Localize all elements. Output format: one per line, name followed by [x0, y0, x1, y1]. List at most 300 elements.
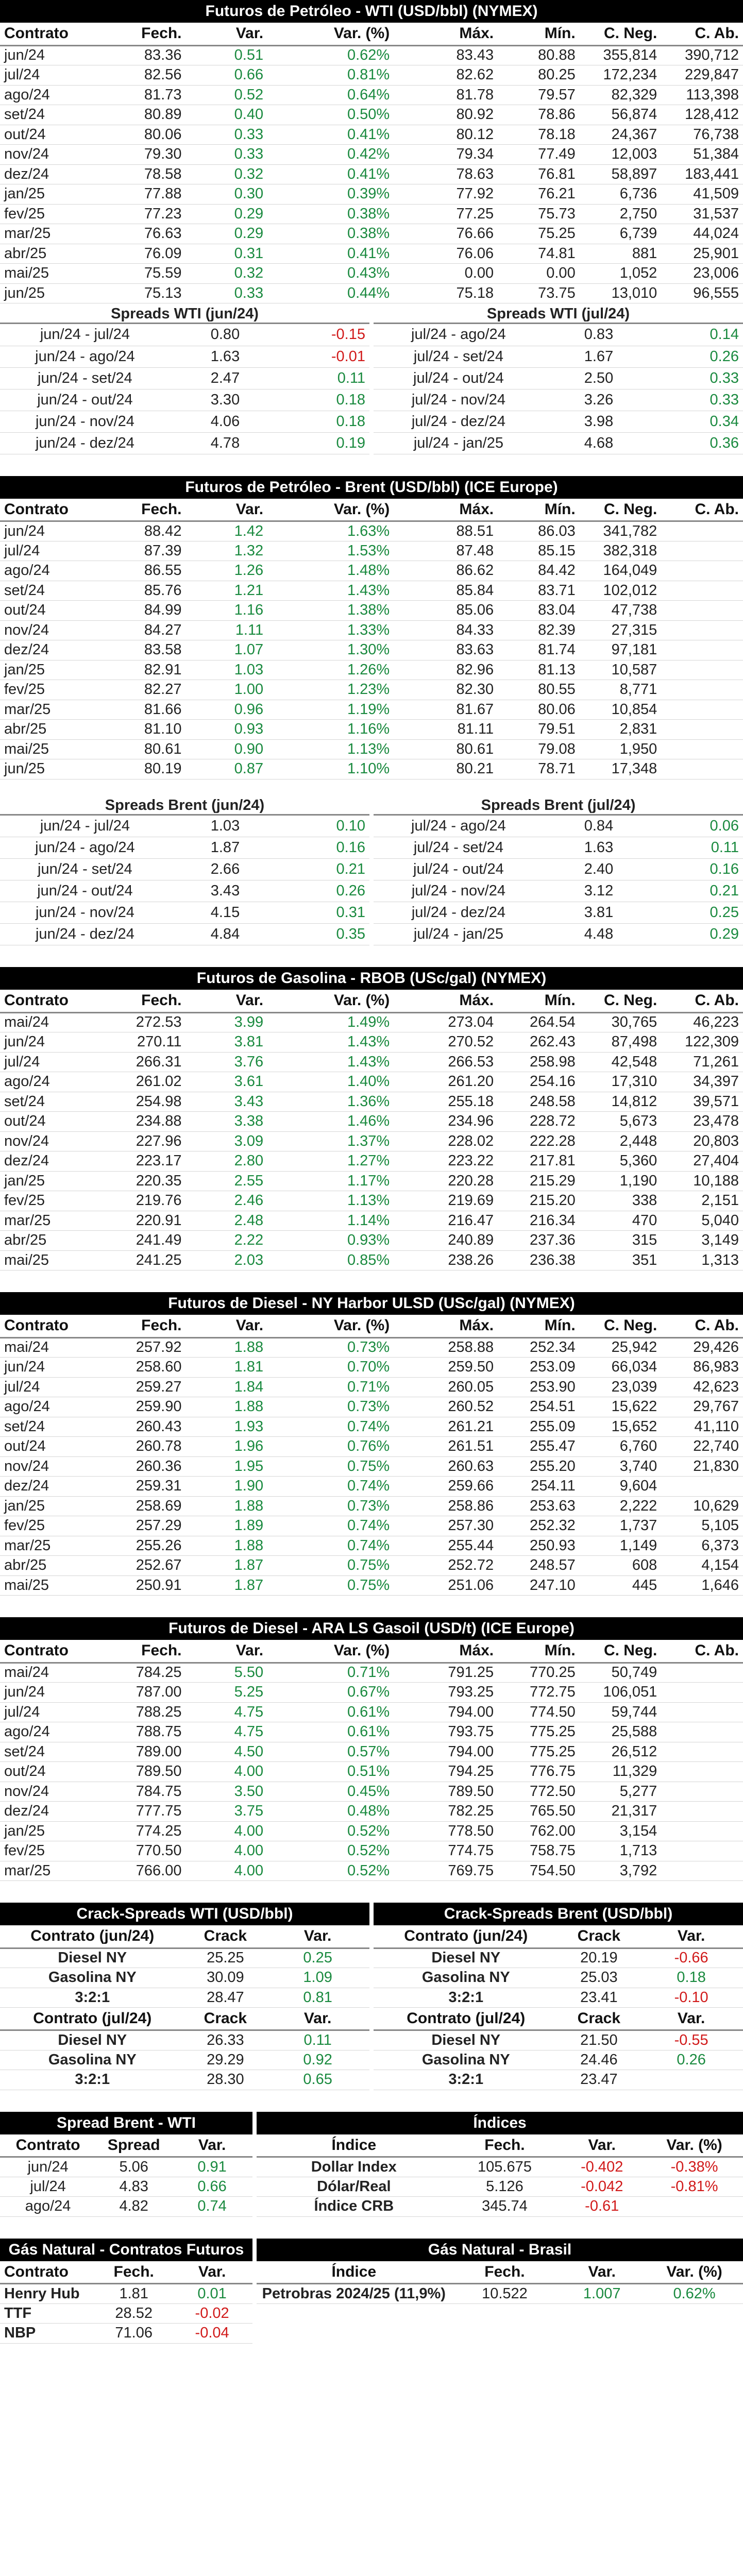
cell-value: 1.13%: [267, 739, 394, 759]
table-row: [0, 164, 743, 184]
cell-value: 25,942: [580, 1337, 662, 1358]
cell-value: 769.75: [394, 1861, 498, 1881]
row-label: jul/24 - dez/24: [374, 902, 544, 924]
cell-value: 355,814: [580, 45, 662, 65]
table-row: [0, 1151, 743, 1172]
rbob-header-row: [0, 990, 743, 1012]
col-var-pct: Var. (%): [267, 23, 394, 45]
cell-value: 0.51%: [267, 1762, 394, 1782]
cell-value: 9,604: [580, 1477, 662, 1497]
table-row: [0, 1782, 743, 1802]
table-row: [0, 2284, 252, 2304]
diesel-ara-header-row: [0, 1640, 743, 1663]
cell-value: 76.66: [394, 224, 498, 244]
row-label: mar/25: [0, 1536, 104, 1556]
cell-value: 0.74%: [267, 1417, 394, 1437]
cell-value: 78.63: [394, 164, 498, 184]
cell-value: 3.99: [185, 1012, 267, 1032]
table-row: [0, 224, 743, 244]
cell-value: 1.96: [185, 1437, 267, 1457]
cell-value: 253.90: [498, 1377, 580, 1397]
row-label: fev/25: [0, 204, 104, 224]
col-cneg: C. Neg.: [580, 1315, 662, 1337]
table-row: [0, 700, 743, 720]
cell-value: 252.34: [498, 1337, 580, 1358]
cell-value: 0.33: [617, 389, 743, 411]
row-label: out/24: [0, 125, 104, 145]
cell-value: 80.25: [498, 65, 580, 86]
cell-value: 26.33: [185, 2030, 266, 2050]
cell-value: 772.50: [498, 1782, 580, 1802]
row-label: out/24: [0, 1112, 104, 1132]
table-row: [374, 880, 743, 902]
col-cab: C. Ab.: [661, 1315, 743, 1337]
row-label: jun/24 - ago/24: [0, 346, 170, 367]
row-label: abr/25: [0, 720, 104, 740]
cell-value: 257.30: [394, 1516, 498, 1536]
cell-value: [661, 1861, 743, 1881]
indices-title: Índices: [257, 2112, 743, 2134]
cell-value: 2,151: [661, 1191, 743, 1211]
cell-value: 1.13%: [267, 1191, 394, 1211]
table-row: [257, 2157, 743, 2177]
row-label: nov/24: [0, 620, 104, 640]
cell-value: 17,348: [580, 759, 662, 779]
cell-value: 253.09: [498, 1358, 580, 1378]
table-row: [0, 2157, 252, 2177]
cell-value: 0.39%: [267, 184, 394, 205]
cell-value: 79.34: [394, 145, 498, 165]
cell-value: 0.11: [244, 367, 369, 389]
cell-value: 1.14%: [267, 1211, 394, 1231]
cell-value: 1.43%: [267, 1052, 394, 1072]
cell-value: 85.84: [394, 581, 498, 601]
cell-value: 3.09: [185, 1131, 267, 1151]
cell-value: 1.87: [170, 837, 244, 859]
table-row: [0, 1861, 743, 1881]
col-var: Var.: [185, 1640, 267, 1663]
row-label: jun/24 - nov/24: [0, 411, 170, 432]
cell-value: 255.18: [394, 1092, 498, 1112]
row-label: jul/24: [0, 2177, 96, 2197]
cell-value: 1.84: [185, 1377, 267, 1397]
cell-value: 1.40%: [267, 1072, 394, 1092]
cell-value: [661, 620, 743, 640]
table-row: [0, 1337, 743, 1358]
cell-value: 3.50: [185, 1782, 267, 1802]
col-contrato: Contrato (jun/24): [0, 1925, 185, 1948]
cell-value: 258.88: [394, 1337, 498, 1358]
cell-value: 23,006: [661, 264, 743, 284]
cell-value: 254.51: [498, 1397, 580, 1417]
cell-value: 1.48%: [267, 561, 394, 581]
table-row: [0, 1191, 743, 1211]
cell-value: 17,310: [580, 1072, 662, 1092]
col-fech: Fech.: [451, 2134, 559, 2157]
wti-body: [0, 45, 743, 303]
cell-value: 0.52%: [267, 1861, 394, 1881]
cell-value: 1.26%: [267, 660, 394, 680]
cell-value: 2.47: [170, 367, 244, 389]
row-label: jul/24 - out/24: [374, 367, 544, 389]
cell-value: 0.40: [185, 105, 267, 125]
col-cneg: C. Neg.: [580, 990, 662, 1012]
cell-value: 1.49%: [267, 1012, 394, 1032]
cell-value: 10,854: [580, 700, 662, 720]
cell-value: 234.88: [104, 1112, 186, 1132]
spread-bw-header: [0, 2134, 252, 2157]
diesel-ara-table: [0, 1640, 743, 1881]
table-row: [0, 1112, 743, 1132]
table-row: [0, 620, 743, 640]
cell-value: 470: [580, 1211, 662, 1231]
wti-section: [0, 0, 743, 454]
row-label: nov/24: [0, 145, 104, 165]
cell-value: 2.22: [185, 1231, 267, 1251]
cell-value: 272.53: [104, 1012, 186, 1032]
cell-value: 80.61: [394, 739, 498, 759]
cell-value: 220.91: [104, 1211, 186, 1231]
cell-value: 22,740: [661, 1437, 743, 1457]
cell-value: 0.45%: [267, 1782, 394, 1802]
cell-value: 0.66: [185, 65, 267, 86]
table-row: [0, 640, 743, 660]
table-row: [0, 1802, 743, 1822]
cell-value: 41,509: [661, 184, 743, 205]
col-var: Var.: [172, 2261, 252, 2284]
cell-value: 3.75: [185, 1802, 267, 1822]
cell-value: 81.78: [394, 85, 498, 105]
cell-value: [661, 640, 743, 660]
cell-value: 5,040: [661, 1211, 743, 1231]
col-crack: Crack: [185, 2008, 266, 2030]
cell-value: 66,034: [580, 1358, 662, 1378]
table-row: [0, 561, 743, 581]
cell-value: 21.50: [559, 2030, 640, 2050]
cell-value: 87.39: [104, 541, 186, 561]
cell-value: 1.89: [185, 1516, 267, 1536]
cell-value: 13,010: [580, 283, 662, 303]
row-label: ago/24: [0, 561, 104, 581]
cell-value: 1.43%: [267, 1032, 394, 1053]
cell-value: 0.52%: [267, 1821, 394, 1841]
gas-futuros-body: [0, 2284, 252, 2344]
table-row: [0, 660, 743, 680]
cell-value: 81.66: [104, 700, 186, 720]
cell-value: 0.29: [617, 924, 743, 945]
cell-value: 240.89: [394, 1231, 498, 1251]
cell-value: 5,360: [580, 1151, 662, 1172]
cell-value: 1.23%: [267, 680, 394, 700]
cell-value: 78.18: [498, 125, 580, 145]
cell-value: 83.43: [394, 45, 498, 65]
table-row: [0, 1948, 369, 1968]
cell-value: [661, 521, 743, 541]
row-label: ago/24: [0, 2197, 96, 2217]
cell-value: 82.62: [394, 65, 498, 86]
cell-value: 76.09: [104, 244, 186, 264]
cell-value: 260.05: [394, 1377, 498, 1397]
row-label: 3:2:1: [374, 1988, 559, 2008]
cell-value: 0.01: [172, 2284, 252, 2304]
diesel-ny-body: [0, 1337, 743, 1596]
cell-value: 215.20: [498, 1191, 580, 1211]
crack-wti-jul-header: [0, 2008, 369, 2030]
row-label: nov/24: [0, 1131, 104, 1151]
cell-value: 81.67: [394, 700, 498, 720]
cell-value: 0.18: [244, 411, 369, 432]
row-label: mai/25: [0, 739, 104, 759]
table-row: [0, 45, 743, 65]
cell-value: 56,874: [580, 105, 662, 125]
cell-value: 1.63: [544, 837, 617, 859]
cell-value: 248.57: [498, 1556, 580, 1576]
row-label: jun/24: [0, 2157, 96, 2177]
indices-header: [257, 2134, 743, 2157]
cell-value: 3.12: [544, 880, 617, 902]
row-label: dez/24: [0, 1802, 104, 1822]
cell-value: 754.50: [498, 1861, 580, 1881]
cell-value: 252.72: [394, 1556, 498, 1576]
crack-brent-title: Crack-Spreads Brent (USD/bbl): [374, 1903, 743, 1925]
spread-bw-title: Spread Brent - WTI: [0, 2112, 252, 2134]
cell-value: 105.675: [451, 2157, 559, 2177]
cell-value: 75.73: [498, 204, 580, 224]
cell-value: [661, 1477, 743, 1497]
col-contrato: Contrato (jun/24): [374, 1925, 559, 1948]
cell-value: 1,149: [580, 1536, 662, 1556]
cell-value: 338: [580, 1191, 662, 1211]
cell-value: 259.66: [394, 1477, 498, 1497]
row-label: mai/24: [0, 1012, 104, 1032]
table-row: [0, 1377, 743, 1397]
cell-value: 765.50: [498, 1802, 580, 1822]
cell-value: 0.70%: [267, 1358, 394, 1378]
cell-value: 3,792: [580, 1861, 662, 1881]
wti-spreads: [0, 303, 743, 454]
col-var: Var.: [172, 2134, 252, 2157]
table-row: [0, 2177, 252, 2197]
row-label: Gasolina NY: [374, 1968, 559, 1988]
cell-value: 30.09: [185, 1968, 266, 1988]
crack-brent-table: [374, 1925, 743, 2090]
table-row: [0, 1397, 743, 1417]
cell-value: [646, 2197, 743, 2217]
table-row: [0, 1092, 743, 1112]
cell-value: 87.48: [394, 541, 498, 561]
cell-value: 0.52%: [267, 1841, 394, 1861]
table-row: [0, 2030, 369, 2050]
crack-wti-jun-body: [0, 1948, 369, 2008]
row-label: dez/24: [0, 164, 104, 184]
brent-title: Futuros de Petróleo - Brent (USD/bbl) (ICE Europe): [0, 476, 743, 499]
rbob-title: Futuros de Gasolina - RBOB (USc/gal) (NYMEX): [0, 967, 743, 990]
cell-value: 220.28: [394, 1171, 498, 1191]
table-row: [374, 346, 743, 367]
table-row: [0, 367, 369, 389]
row-label: jun/24: [0, 1358, 104, 1378]
table-row: [0, 244, 743, 264]
cell-value: 23,039: [580, 1377, 662, 1397]
diesel-ny-section: [0, 1292, 743, 1596]
gas-brasil-body: [257, 2284, 743, 2304]
col-cab: C. Ab.: [661, 499, 743, 521]
cell-value: 80.55: [498, 680, 580, 700]
cell-value: 261.51: [394, 1437, 498, 1457]
cell-value: 445: [580, 1575, 662, 1596]
row-label: fev/25: [0, 680, 104, 700]
cell-value: 79.57: [498, 85, 580, 105]
col-min: Mín.: [498, 1315, 580, 1337]
row-label: jun/24 - nov/24: [0, 902, 170, 924]
cell-value: 252.32: [498, 1516, 580, 1536]
col-max: Máx.: [394, 499, 498, 521]
cell-value: 5,673: [580, 1112, 662, 1132]
row-label: Diesel NY: [0, 1948, 185, 1968]
table-row: [0, 2197, 252, 2217]
cell-value: 50,749: [580, 1663, 662, 1683]
cell-value: 259.27: [104, 1377, 186, 1397]
row-label: jul/24 - jan/25: [374, 432, 544, 454]
col-var: Var.: [558, 2134, 646, 2157]
row-label: jul/24: [0, 1052, 104, 1072]
row-label: mar/25: [0, 1211, 104, 1231]
cell-value: [661, 759, 743, 779]
cell-value: [661, 680, 743, 700]
cell-value: 88.51: [394, 521, 498, 541]
crack-brent-jun-body: [374, 1948, 743, 2008]
cell-value: 0.41%: [267, 244, 394, 264]
cell-value: 0.25: [617, 902, 743, 924]
cell-value: 80.19: [104, 759, 186, 779]
cell-value: 42,548: [580, 1052, 662, 1072]
col-fech: Fech.: [104, 23, 186, 45]
gas-brasil-table: [257, 2261, 743, 2304]
cell-value: 24.46: [559, 2050, 640, 2070]
cell-value: 3.43: [185, 1092, 267, 1112]
col-var: Var.: [558, 2261, 646, 2284]
col-crack: Crack: [559, 2008, 640, 2030]
cell-value: [661, 541, 743, 561]
brent-spreads-jun-body: [0, 816, 369, 945]
table-row: [0, 859, 369, 880]
table-row: [0, 1456, 743, 1477]
table-row: [257, 2284, 743, 2304]
table-row: [0, 283, 743, 303]
cell-value: 84.27: [104, 620, 186, 640]
cell-value: 2.80: [185, 1151, 267, 1172]
table-row: [0, 145, 743, 165]
cell-value: 262.43: [498, 1032, 580, 1053]
cell-value: 223.22: [394, 1151, 498, 1172]
cell-value: 382,318: [580, 541, 662, 561]
cell-value: 8,771: [580, 680, 662, 700]
table-row: [0, 521, 743, 541]
table-row: [0, 739, 743, 759]
cell-value: 787.00: [104, 1683, 186, 1703]
cell-value: 28.52: [96, 2303, 172, 2324]
diesel-ny-header-row: [0, 1315, 743, 1337]
cell-value: 247.10: [498, 1575, 580, 1596]
spread-bw-table: [0, 2134, 252, 2217]
row-label: jan/25: [0, 184, 104, 205]
cell-value: 0.32: [185, 164, 267, 184]
cell-value: 0.00: [498, 264, 580, 284]
rbob-section: [0, 967, 743, 1270]
row-label: jun/24 - jul/24: [0, 324, 170, 346]
cell-value: 0.19: [244, 432, 369, 454]
row-label: Diesel NY: [374, 1948, 559, 1968]
wti-spreads-jul-body: [374, 324, 743, 454]
row-label: jun/25: [0, 283, 104, 303]
table-row: [0, 1231, 743, 1251]
col-indice: Índice: [257, 2261, 451, 2284]
col-cab: C. Ab.: [661, 990, 743, 1012]
cell-value: 0.61%: [267, 1722, 394, 1742]
row-label: jun/24 - dez/24: [0, 924, 170, 945]
cell-value: 44,024: [661, 224, 743, 244]
cell-value: 4.50: [185, 1742, 267, 1762]
col-max: Máx.: [394, 1640, 498, 1663]
cell-value: 1.37%: [267, 1131, 394, 1151]
table-row: [0, 1477, 743, 1497]
cell-value: 1.19%: [267, 700, 394, 720]
cell-value: 1.03: [185, 660, 267, 680]
cell-value: 1.63: [170, 346, 244, 367]
cell-value: 71.06: [96, 2324, 172, 2344]
cell-value: 251.06: [394, 1575, 498, 1596]
cell-value: 25,588: [580, 1722, 662, 1742]
cell-value: 0.26: [639, 2050, 743, 2070]
cell-value: 793.25: [394, 1683, 498, 1703]
cell-value: 1,950: [580, 739, 662, 759]
diesel-ara-body: [0, 1663, 743, 1881]
cell-value: 345.74: [451, 2197, 559, 2217]
cell-value: -0.04: [172, 2324, 252, 2344]
cell-value: 4.83: [96, 2177, 172, 2197]
cell-value: 76.21: [498, 184, 580, 205]
cell-value: 250.91: [104, 1575, 186, 1596]
col-var: Var.: [185, 990, 267, 1012]
table-row: [0, 1496, 743, 1516]
cell-value: 255.47: [498, 1437, 580, 1457]
table-row: [0, 720, 743, 740]
cell-value: 80.61: [104, 739, 186, 759]
cell-value: 3.81: [544, 902, 617, 924]
cell-value: 128,412: [661, 105, 743, 125]
table-row: [374, 837, 743, 859]
cell-value: 78.86: [498, 105, 580, 125]
cell-value: 59,744: [580, 1702, 662, 1722]
cell-value: 770.25: [498, 1663, 580, 1683]
cell-value: 31,537: [661, 204, 743, 224]
cell-value: 27,315: [580, 620, 662, 640]
cell-value: 10,188: [661, 1171, 743, 1191]
cell-value: 87,498: [580, 1032, 662, 1053]
cell-value: -0.402: [558, 2157, 646, 2177]
cell-value: 5.126: [451, 2177, 559, 2197]
cell-value: 0.21: [244, 859, 369, 880]
row-label: Dólar/Real: [257, 2177, 451, 2197]
cell-value: [661, 1762, 743, 1782]
row-label: jun/24 - set/24: [0, 859, 170, 880]
table-row: [0, 1556, 743, 1576]
cell-value: 0.38%: [267, 204, 394, 224]
cell-value: -0.55: [639, 2030, 743, 2050]
cell-value: [661, 739, 743, 759]
cell-value: 86,983: [661, 1358, 743, 1378]
row-label: set/24: [0, 1417, 104, 1437]
